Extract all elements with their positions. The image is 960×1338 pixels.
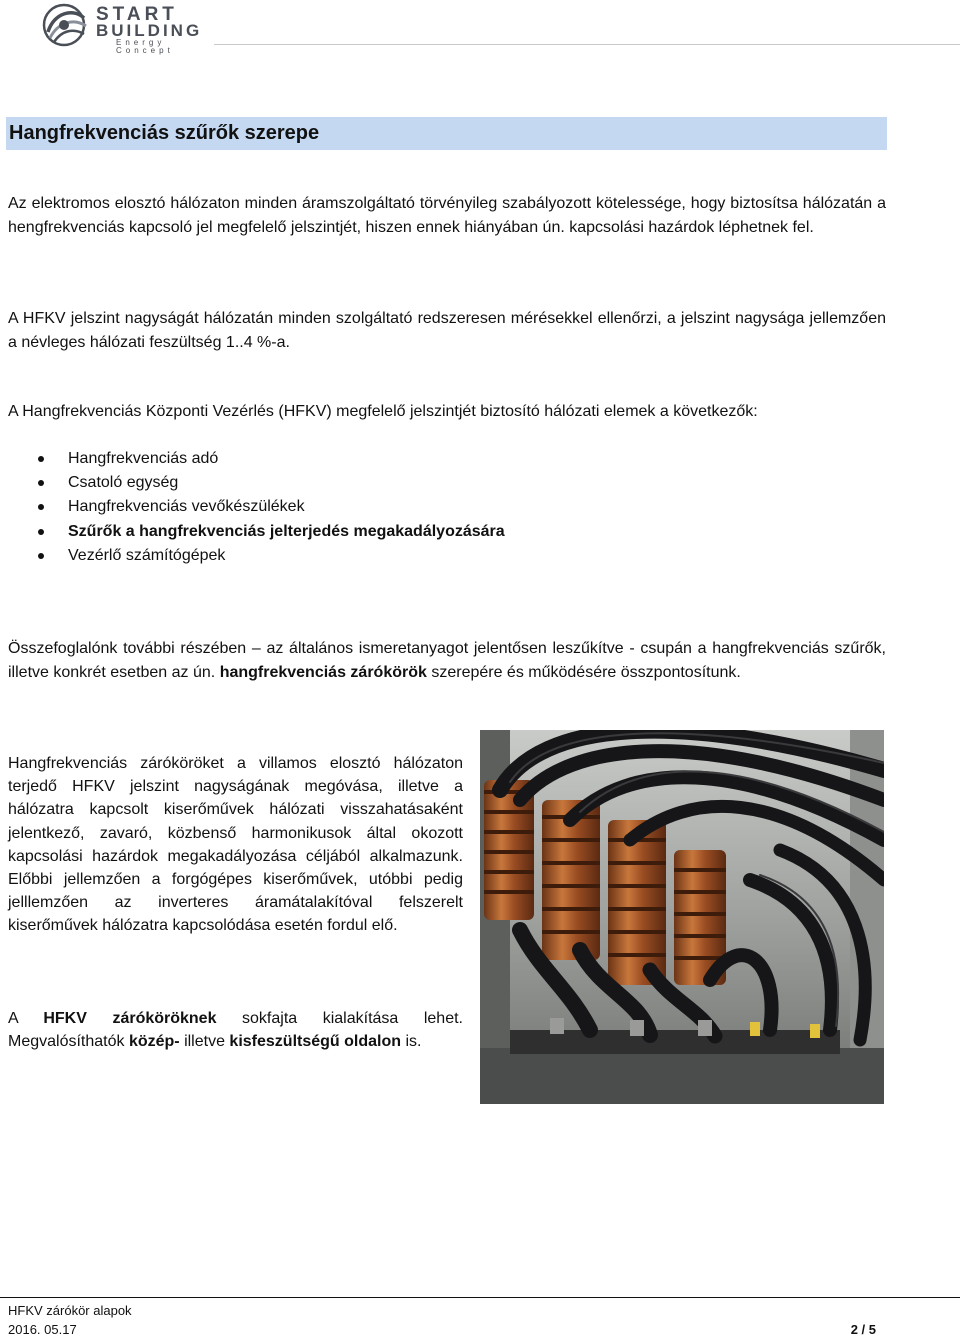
signal-level-paragraph: A HFKV jelszint nagyságát hálózatán minden szolgáltató redszeresen mérésekkel ellenőrzi, a jelszint nagysága jellemzően a névleges hálózati feszültség 1..4 %-a. [8, 310, 886, 351]
variants-text: sokfajta kialakítása lehet. Megvalósíthatók [8, 1010, 463, 1051]
logo-tagline: Energy Concept [116, 38, 174, 55]
swirl-logo-icon [40, 2, 92, 48]
header-divider [214, 44, 960, 45]
footer-date: 2016. 05.17 [8, 1322, 77, 1337]
footer-divider [0, 1297, 960, 1298]
application-text: Hangfrekvenciás záróköröket a villamos elosztó hálózaton terjedő HFKV jelszint nagyságának megóvása, illetve a hálózatra kapcsolt kiserőművek hálózati visszahatásaként jelentkező, zavaró, közbenső harmonikusok által okozott kapcsolási hazárdok megakadályozása céljából alkalmazunk. [8, 755, 463, 865]
list-item: Szűrők a hangfrekvenciás jelterjedés megakadályozására [37, 520, 505, 544]
filter-coils-photo [480, 730, 884, 1104]
variants-emphasis: kisfeszültségű oldalon [229, 1033, 402, 1051]
variants-emphasis: közép- [128, 1033, 180, 1051]
summary-paragraph [8, 637, 886, 684]
intro-paragraph: Az elektromos elosztó hálózaton minden áramszolgáltató törvényileg szabályozott kötelessége, hogy biztosítsa hálózatán a hengfrekvenciás kapcsoló jel megfelelő jelszintjét, hiszen ennek hiányában ún. kapcsolási hazárdok léphetnek fel. [8, 195, 886, 236]
logo-wordmark-start: START [96, 4, 178, 25]
coil-stack-3 [608, 820, 666, 985]
company-logo [40, 2, 215, 55]
list-item: Hangfrekvenciás adó [37, 447, 505, 471]
summary-text: Összefoglalónk további részében – az általános ismeretanyagot jelentősen leszűkítve - csupán a hangfrekvenciás szűrők, illetve konkrét esetben az ún. [8, 640, 886, 681]
elements-intro-paragraph: A Hangfrekvenciás Központi Vezérlés (HFKV) megfelelő jelszintjét biztosító hálózati elemek a következők: [8, 403, 758, 420]
variants-text: illetve [179, 1033, 230, 1051]
list-item: Vezérlő számítógépek [37, 544, 505, 568]
variants-text: A [8, 1010, 44, 1027]
summary-text-end: szerepére és működésére összpontosítunk. [426, 663, 741, 681]
footer-page-number: 2 / 5 [850, 1322, 876, 1337]
application-paragraph [8, 752, 463, 938]
footer-document-title: HFKV zárókör alapok [8, 1303, 132, 1318]
variants-text: is. [401, 1033, 422, 1051]
variants-paragraph [8, 1007, 463, 1053]
summary-emphasis: hangfrekvenciás zárókörök [219, 663, 427, 681]
logo-wordmark-building: BUILDING [96, 21, 203, 40]
application-text-end: Előbbi jellemzően a forgógépes kiserőművek, utóbbi pedig jelllemzően az inverteres áramátalakítóval felszerelt kiserőművek hálózatra kapcsolódása esetén fordul elő. [8, 871, 463, 935]
coil-illustration [480, 730, 884, 1104]
section-heading: Hangfrekvenciás szűrők szerepe [6, 117, 887, 150]
list-item: Csatoló egység [37, 471, 505, 495]
elements-list [37, 447, 505, 568]
variants-emphasis: HFKV záróköröknek [43, 1010, 217, 1027]
list-item: Hangfrekvenciás vevőkészülékek [37, 495, 505, 519]
